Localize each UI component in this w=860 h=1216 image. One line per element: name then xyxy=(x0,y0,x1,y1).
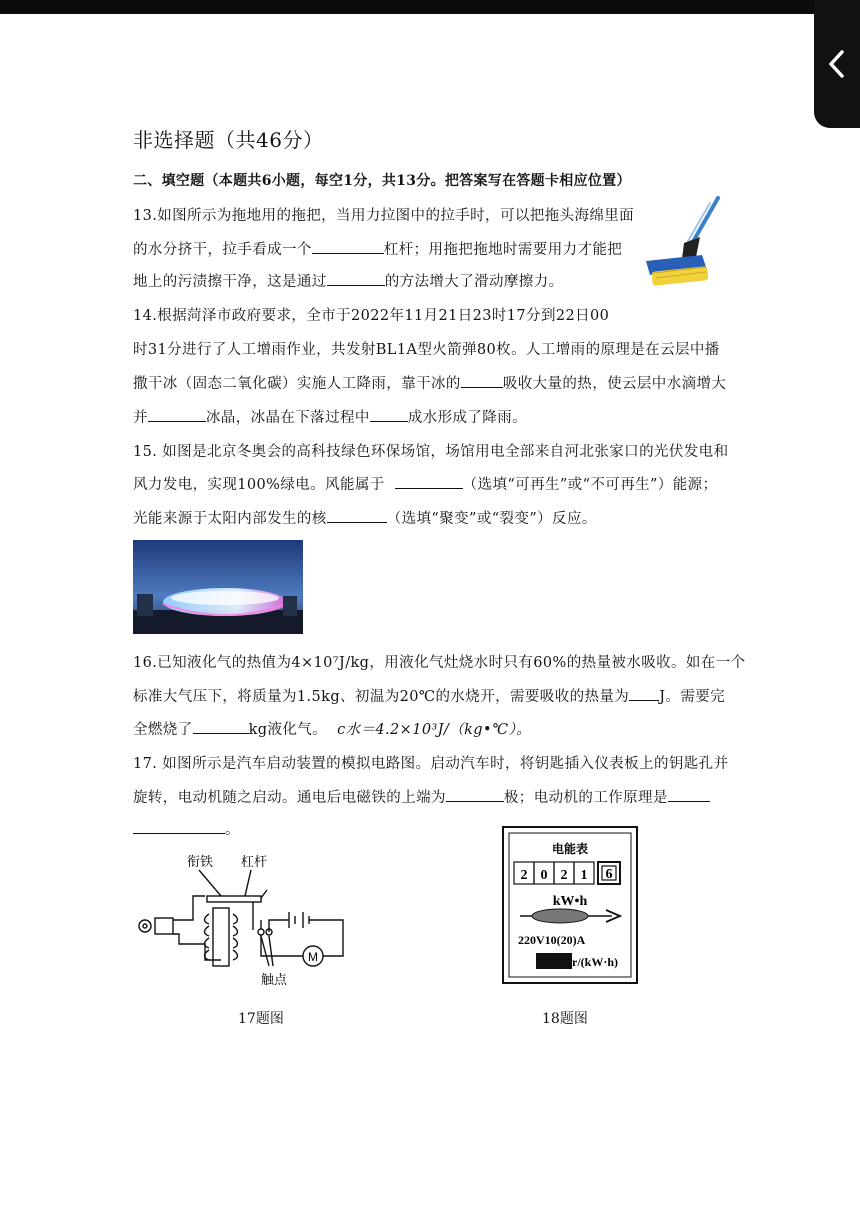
part-title: 二、填空题（本题共6小题，每空1分，共13分。把答案写在答题卡相应位置） xyxy=(133,173,631,189)
q16-line-3 xyxy=(133,718,531,739)
answer-blank[interactable] xyxy=(193,719,249,734)
meter-rev-unit: r/(kW·h) xyxy=(572,955,619,969)
circuit-diagram xyxy=(133,848,358,998)
q14-text-c: 并 xyxy=(133,410,148,426)
meter-title: 电能表 xyxy=(551,842,589,856)
answer-blank[interactable] xyxy=(327,271,385,286)
q13-text-b: 杠杆；用拖把拖地时需要用力才能把 xyxy=(383,242,623,258)
q17-line-3 xyxy=(133,818,240,839)
answer-blank[interactable] xyxy=(133,819,225,834)
q15-line-2 xyxy=(133,473,717,494)
q16-line-1: 16.已知液化气的热值为4×10⁷J/kg，用液化气灶烧水时只有60%的热量被水吸收。如在一个 xyxy=(133,655,746,671)
meter-unit: kW•h xyxy=(552,894,588,909)
q14-text-d: 冰晶，冰晶在下落过程中 xyxy=(205,410,370,426)
motor-symbol: M xyxy=(308,950,318,964)
meter-digit: 2 xyxy=(520,868,528,883)
q13-text-c: 地上的污渍擦干净，这是通过 xyxy=(133,274,327,290)
label-contact: 触点 xyxy=(261,972,288,987)
answer-blank[interactable] xyxy=(327,508,387,523)
mop-image xyxy=(638,195,728,295)
energy-meter xyxy=(502,826,638,984)
stadium-photo xyxy=(133,540,303,634)
q15-line-3 xyxy=(133,507,597,528)
q14-line-2: 时31分进行了人工增雨作业，共发射BL1A型火箭弹80枚。人工增雨的原理是在云层中播 xyxy=(133,342,720,358)
chevron-left-icon xyxy=(827,49,847,79)
q15-line-1: 15. 如图是北京冬奥会的高科技绿色环保场馆，场馆用电全部来自河北张家口的光伏发电和 xyxy=(133,444,729,460)
q16-formula: c水＝4.2×10³J/（kg•℃）。 xyxy=(337,722,532,738)
q13-text-a: 的水分挤干，拉手看成一个 xyxy=(133,242,312,258)
q16-line-2 xyxy=(133,685,725,706)
q14-line-4 xyxy=(133,406,527,427)
q16-text-a: 标准大气压下，将质量为1.5kg、初温为20℃的水烧开，需要吸收的热量为 xyxy=(133,689,630,705)
meter-rating: 220V10(20)A xyxy=(518,933,586,947)
fig18-caption: 18题图 xyxy=(542,1011,588,1027)
back-button[interactable] xyxy=(814,0,860,128)
q17-line-2 xyxy=(133,786,710,807)
q15-text-a: 风力发电，实现100%绿电。风能属于 xyxy=(133,477,385,493)
q14-text-b: 吸收大量的热，使云层中水滴增大 xyxy=(502,376,727,392)
answer-blank[interactable] xyxy=(461,373,503,388)
q16-text-c: 全燃烧了 xyxy=(133,722,193,738)
q17-line-1: 17. 如图所示是汽车启动装置的模拟电路图。启动汽车时，将钥匙插入仪表板上的钥匙孔并 xyxy=(133,756,729,772)
q14-text-a: 撒干冰（固态二氧化碳）实施人工降雨，靠干冰的 xyxy=(133,376,461,392)
answer-blank[interactable] xyxy=(395,474,463,489)
top-black-bar xyxy=(0,0,815,14)
answer-blank[interactable] xyxy=(629,686,659,701)
q13-text-d: 的方法增大了滑动摩擦力。 xyxy=(384,274,564,290)
label-lever: 杠杆 xyxy=(241,854,268,869)
q17-text-b: 极；电动机的工作原理是 xyxy=(503,790,668,806)
meter-digit: 1 xyxy=(580,868,588,883)
answer-blank[interactable] xyxy=(446,787,504,802)
q15-text-d: （选填“聚变”或“裂变”）反应。 xyxy=(386,511,597,527)
answer-blank[interactable] xyxy=(312,239,384,254)
redacted-block xyxy=(536,953,572,969)
q13-line-3 xyxy=(133,270,564,291)
label-armature: 衔铁 xyxy=(187,854,214,869)
q13-line-1: 13.如图所示为拖地用的拖把，当用力拉图中的拉手时，可以把拖头海绵里面 xyxy=(133,208,635,224)
q15-text-c: 光能来源于太阳内部发生的核 xyxy=(133,511,327,527)
answer-blank[interactable] xyxy=(668,787,710,802)
meter-digit: 2 xyxy=(560,868,568,883)
q16-text-b: J。需要完 xyxy=(659,689,726,705)
q14-text-e: 成水形成了降雨。 xyxy=(407,410,528,426)
q17-text-a: 旋转，电动机随之启动。通电后电磁铁的上端为 xyxy=(133,790,446,806)
q14-line-1: 14.根据菏泽市政府要求，全市于2022年11月21日23时17分到22日00 xyxy=(133,308,610,324)
meter-digit: 0 xyxy=(540,868,548,883)
section-title: 非选择题（共46分） xyxy=(133,128,324,152)
q15-text-b: （选填“可再生”或“不可再生”）能源； xyxy=(462,477,718,493)
answer-blank[interactable] xyxy=(370,407,408,422)
q13-line-2 xyxy=(133,238,622,259)
q17-text-c: 。 xyxy=(225,822,240,838)
fig17-caption: 17题图 xyxy=(238,1011,284,1027)
answer-blank[interactable] xyxy=(148,407,206,422)
q14-line-3 xyxy=(133,372,726,393)
meter-digit-decimal: 6 xyxy=(605,867,613,882)
q16-text-d: kg液化气。 xyxy=(248,722,328,738)
